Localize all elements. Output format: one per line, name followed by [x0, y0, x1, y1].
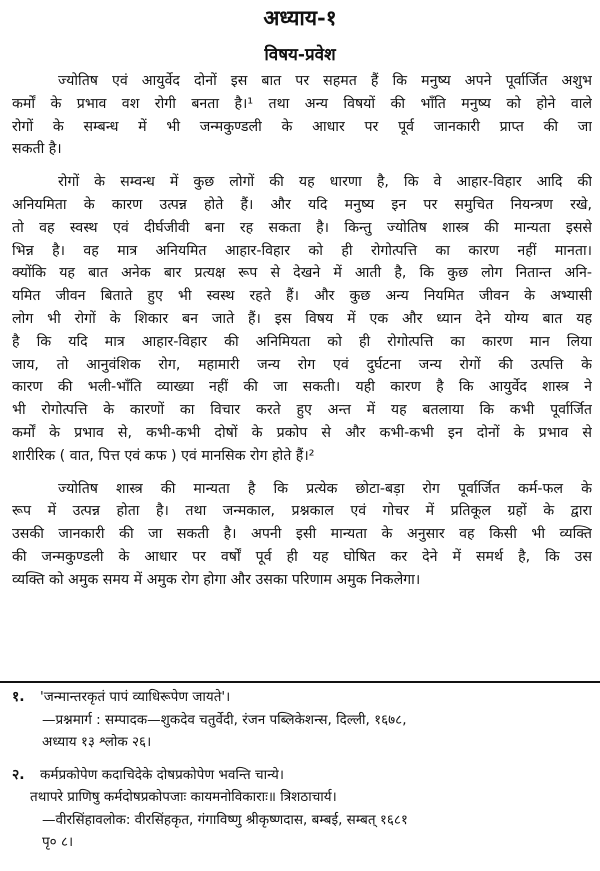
text-line: रूप में उत्पन्न होता है। तथा जन्मकाल, प्रश्नकाल एवं गोचर में प्रतिकूल ग्रहों के द्वारा: [12, 503, 592, 520]
footnote-line: तथापरे प्राणिषु कर्मदोषप्रकोपजाः कायमनोविकाराः॥ त्रिशठाचार्य।: [30, 789, 337, 805]
text-line: तो वह स्वस्थ एवं दीर्घजीवी बना रह सकता है। किन्तु ज्योतिष शास्त्र की मान्यता इससे: [12, 219, 592, 236]
text-line: की जन्मकुण्डली के आधार पर वर्षों पूर्व ही यह घोषित कर देने में समर्थ है, कि उस: [12, 548, 592, 565]
footnote: [12, 686, 592, 754]
text-line: रोगों के सम्वन्ध में कुछ लोगों की यह धारणा है, कि वे आहार-विहार आदि की: [58, 174, 592, 191]
footnote-line: —प्रश्नमार्ग : सम्पादक—शुकदेव चतुर्वेदी, रंजन पब्लिकेशन्स, दिल्ली, १६७८,: [42, 711, 407, 728]
footnote: [12, 764, 592, 854]
text-line: लोग भी रोगों के शिकार बन जाते हैं। इस विषय में एक और ध्यान देने योग्य बात यह: [12, 310, 592, 327]
text-line: यमित जीवन बिताते हुए भी स्वस्थ रहते हैं। और कुछ अन्य नियमित जीवन के अभ्यासी: [12, 288, 592, 305]
text-line: रोगों के सम्बन्ध में भी जन्मकुण्डली के आधार पर पूर्व जानकारी प्राप्त की जा: [12, 118, 592, 135]
text-line: ज्योतिष शास्त्र की मान्यता है कि प्रत्येक छोटा-बड़ा रोग पूर्वार्जित कर्म-फल के: [58, 480, 592, 497]
footnote-number: २.: [12, 766, 25, 783]
text-line: कारण की भली-भाँति व्याख्या नहीं की जा सकती। यही कारण है कि आयुर्वेद शास्त्र ने: [12, 379, 592, 396]
text-line: व्यक्ति को अमुक समय में अमुक रोग होगा और उसका परिणाम अमुक निकलेगा।: [12, 571, 421, 588]
text-line: शारीरिक ( वात, पित्त एवं कफ ) एवं मानसिक रोग होते हैं।²: [12, 447, 315, 464]
text-line: ज्योतिष एवं आयुर्वेद दोनों इस बात पर सहमत हैं कि मनुष्य अपने पूर्वार्जित अशुभ: [58, 73, 592, 89]
footnote-line: —वीरसिंहावलोक: वीरसिंहकृत, गंगाविष्णु श्रीकृष्णदास, बम्बई, सम्बत् १६८१: [42, 811, 408, 828]
text-line: अनियमिता के कारण उत्पन्न होते हैं। और यदि मनुष्य इन पर समुचित नियन्त्रण रखे,: [12, 196, 592, 213]
chapter-title: अध्याय-१: [263, 5, 337, 30]
text-line: है कि यदि मात्र आहार-विहार की अनिमियता को ही रोगोत्पत्ति का कारण मान लिया: [12, 333, 592, 350]
text-line: भी रोगोत्पत्ति के कारणों का विचार करते हुए अन्त में यह बतलाया कि कभी पूर्वार्जित: [12, 402, 592, 419]
paragraph: [12, 70, 592, 161]
footnotes: [12, 686, 592, 864]
section-title: विषय-प्रवेश: [264, 45, 336, 65]
paragraph: [12, 478, 592, 592]
text-line: सकती है।: [12, 141, 62, 158]
footnote-line: अध्याय १३ श्लोक २६।: [42, 734, 152, 750]
footnote-line: पृ० ८।: [42, 834, 74, 850]
paragraph: [12, 171, 592, 467]
footnote-divider: [0, 681, 600, 683]
footnote-line: कर्मप्रकोपेण कदाचिदेके दोषप्रकोपेण भवन्ति चान्ये।: [40, 766, 285, 783]
text-line: भिन्न है। वह मात्र अनियमित आहार-विहार को ही रोगोत्पत्ति का कारण नहीं मानता।: [12, 242, 592, 259]
text-line: क्योंकि यह बात अनेक बार प्रत्यक्ष रूप से देखने में आती है, कि कुछ लोग नितान्त अनि-: [12, 265, 592, 282]
footnote-line: 'जन्मान्तरकृतं पापं व्याधिरूपेण जायते'।: [40, 689, 231, 705]
text-line: जाय, तो आनुवंशिक रोग, महामारी जन्य रोग एवं दुर्घटना जन्य रोगों की उत्पत्ति के: [12, 356, 592, 373]
text-line: उसकी जानकारी की जा सकती है। अपनी इसी मान्यता के अनुसार वह किसी भी व्यक्ति: [12, 526, 592, 543]
body-text: [12, 70, 592, 602]
text-line: कर्मों के प्रभाव से, कभी-कभी दोषों के प्रकोप से और कभी-कभी इन दोनों के प्रभाव से: [12, 424, 592, 441]
footnote-number: १.: [12, 689, 25, 705]
text-line: कर्मों के प्रभाव वश रोगी बनता है।¹ तथा अन्य विषयों की भाँति मनुष्य को होने वाले: [12, 95, 592, 112]
